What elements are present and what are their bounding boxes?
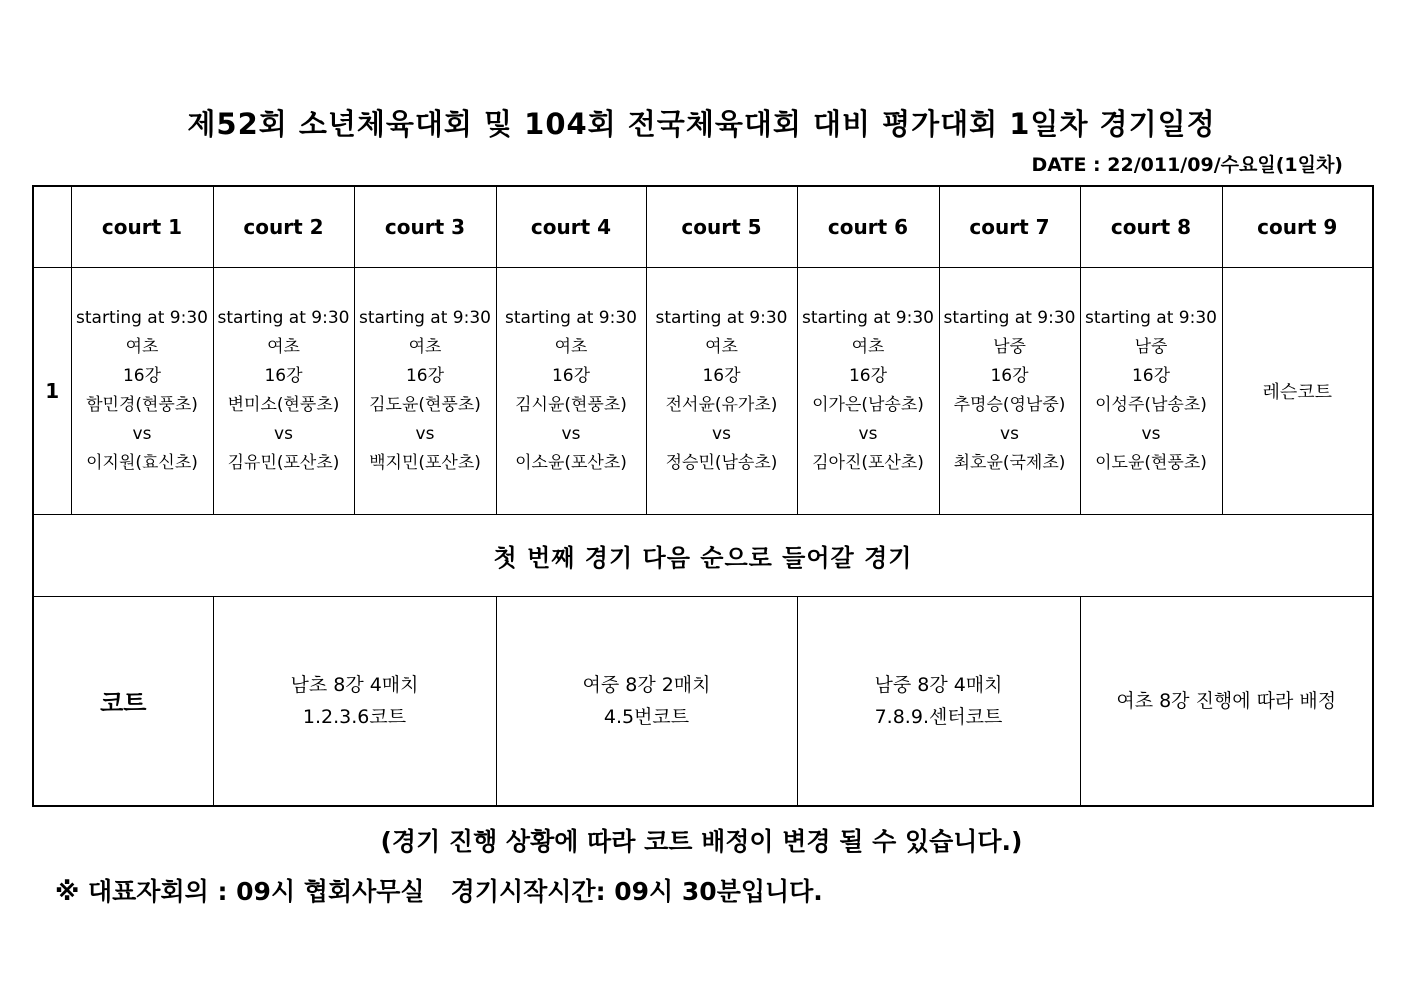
match-start: starting at 9:30: [76, 307, 208, 328]
match-division: 여초: [125, 336, 159, 357]
match-division: 여초: [267, 336, 300, 357]
match-player1: 김도윤(현풍초): [369, 394, 481, 415]
court-1-header: court 1: [71, 186, 213, 267]
court-8-header: court 8: [1080, 186, 1222, 267]
allocation-1: [213, 596, 496, 806]
match-player1: 변미소(현풍초): [227, 394, 340, 415]
match-start: starting at 9:30: [943, 307, 1076, 328]
match-player2: 이도윤(현풍초): [1095, 452, 1207, 473]
match-player1: 이가은(남송초): [812, 394, 924, 415]
match-round: 16강: [551, 365, 591, 386]
court-9-header: court 9: [1222, 186, 1373, 267]
court-6-header: court 6: [797, 186, 939, 267]
match-vs: vs: [1000, 423, 1019, 444]
match-vs: vs: [561, 423, 581, 444]
match-round: 16강: [848, 365, 888, 386]
match-start: starting at 9:30: [655, 307, 788, 328]
match-division: 여초: [408, 336, 442, 357]
allocation-3: [797, 596, 1080, 806]
next-match-title: 첫 번째 경기 다음 순으로 들어갈 경기: [33, 514, 1373, 596]
match-start: starting at 9:30: [1085, 307, 1217, 328]
match-player2: 김아진(포산초): [812, 452, 924, 473]
match-round: 16강: [990, 365, 1029, 386]
next-match-title-row: [33, 514, 1373, 596]
allocation-4: [1080, 596, 1373, 806]
match-row: [33, 267, 1373, 514]
match-player2: 김유민(포산초): [227, 452, 340, 473]
allocation-courts: 1.2.3.6코트: [302, 705, 407, 728]
match-cell-court-4: [496, 267, 646, 514]
match-cell-court-2: [213, 267, 354, 514]
match-player1: 이성주(남송초): [1095, 394, 1207, 415]
match-round: 16강: [122, 365, 162, 386]
match-division: 여초: [705, 336, 738, 357]
match-round: 16강: [1131, 365, 1171, 386]
match-division: 여초: [554, 336, 588, 357]
match-cell-court-8: [1080, 267, 1222, 514]
match-player2: 정승민(남송초): [665, 452, 778, 473]
allocation-match: 여초 8강 진행에 따라 배정: [1116, 689, 1337, 712]
corner-cell: [33, 186, 71, 267]
match-division: 여초: [851, 336, 885, 357]
court-4-header: court 4: [496, 186, 646, 267]
page-title: 제52회 소년체육대회 및 104회 전국체육대회 대비 평가대회 1일차 경기일정: [187, 107, 1216, 141]
match-player2: 이소윤(포산초): [515, 452, 627, 473]
match-cell-court-7: [939, 267, 1080, 514]
allocation-courts: 7.8.9.센터코트: [874, 705, 1003, 728]
match-start: starting at 9:30: [217, 307, 350, 328]
match-division: 남중: [993, 336, 1026, 357]
court-label: 코트: [33, 596, 213, 806]
match-division: 남중: [1134, 336, 1168, 357]
allocation-match: 남중 8강 4매치: [874, 673, 1003, 696]
date-label: DATE : 22/011/09/수요일(1일차): [1031, 154, 1343, 176]
match-vs: vs: [274, 423, 293, 444]
match-player1: 전서윤(유가초): [665, 394, 778, 415]
lesson-court-cell: 레슨코트: [1222, 267, 1373, 514]
meeting-info: ※ 대표자회의 : 09시 협회사무실 경기시작시간: 09시 30분입니다.: [55, 877, 823, 906]
schedule-table: [32, 185, 1374, 807]
match-cell-court-1: [71, 267, 213, 514]
allocation-match: 여중 8강 2매치: [582, 673, 711, 696]
match-player1: 함민경(현풍초): [86, 394, 198, 415]
match-round: 16강: [702, 365, 741, 386]
match-round: 16강: [405, 365, 445, 386]
court-change-notice: (경기 진행 상황에 따라 코트 배정이 변경 될 수 있습니다.): [380, 827, 1023, 856]
match-vs: vs: [415, 423, 435, 444]
match-player2: 이지원(효신초): [86, 452, 198, 473]
court-2-header: court 2: [213, 186, 354, 267]
allocation-2: [496, 596, 797, 806]
match-player2: 백지민(포산초): [369, 452, 481, 473]
match-player2: 최호윤(국제초): [953, 452, 1066, 473]
match-player1: 김시윤(현풍초): [515, 394, 627, 415]
match-player1: 추명승(영남중): [953, 394, 1066, 415]
match-vs: vs: [1141, 423, 1161, 444]
allocation-row: [33, 596, 1373, 806]
match-cell-court-6: [797, 267, 939, 514]
match-vs: vs: [858, 423, 878, 444]
match-cell-court-5: [646, 267, 797, 514]
match-round: 16강: [264, 365, 303, 386]
match-start: starting at 9:30: [505, 307, 637, 328]
court-5-header: court 5: [646, 186, 797, 267]
court-header-row: [33, 186, 1373, 267]
match-vs: vs: [132, 423, 152, 444]
court-3-header: court 3: [354, 186, 496, 267]
allocation-courts: 4.5번코트: [603, 705, 690, 728]
allocation-match: 남초 8강 4매치: [290, 673, 419, 696]
match-start: starting at 9:30: [359, 307, 491, 328]
match-start: starting at 9:30: [802, 307, 934, 328]
match-vs: vs: [712, 423, 731, 444]
row-number: 1: [33, 267, 71, 514]
match-cell-court-3: [354, 267, 496, 514]
court-7-header: court 7: [939, 186, 1080, 267]
